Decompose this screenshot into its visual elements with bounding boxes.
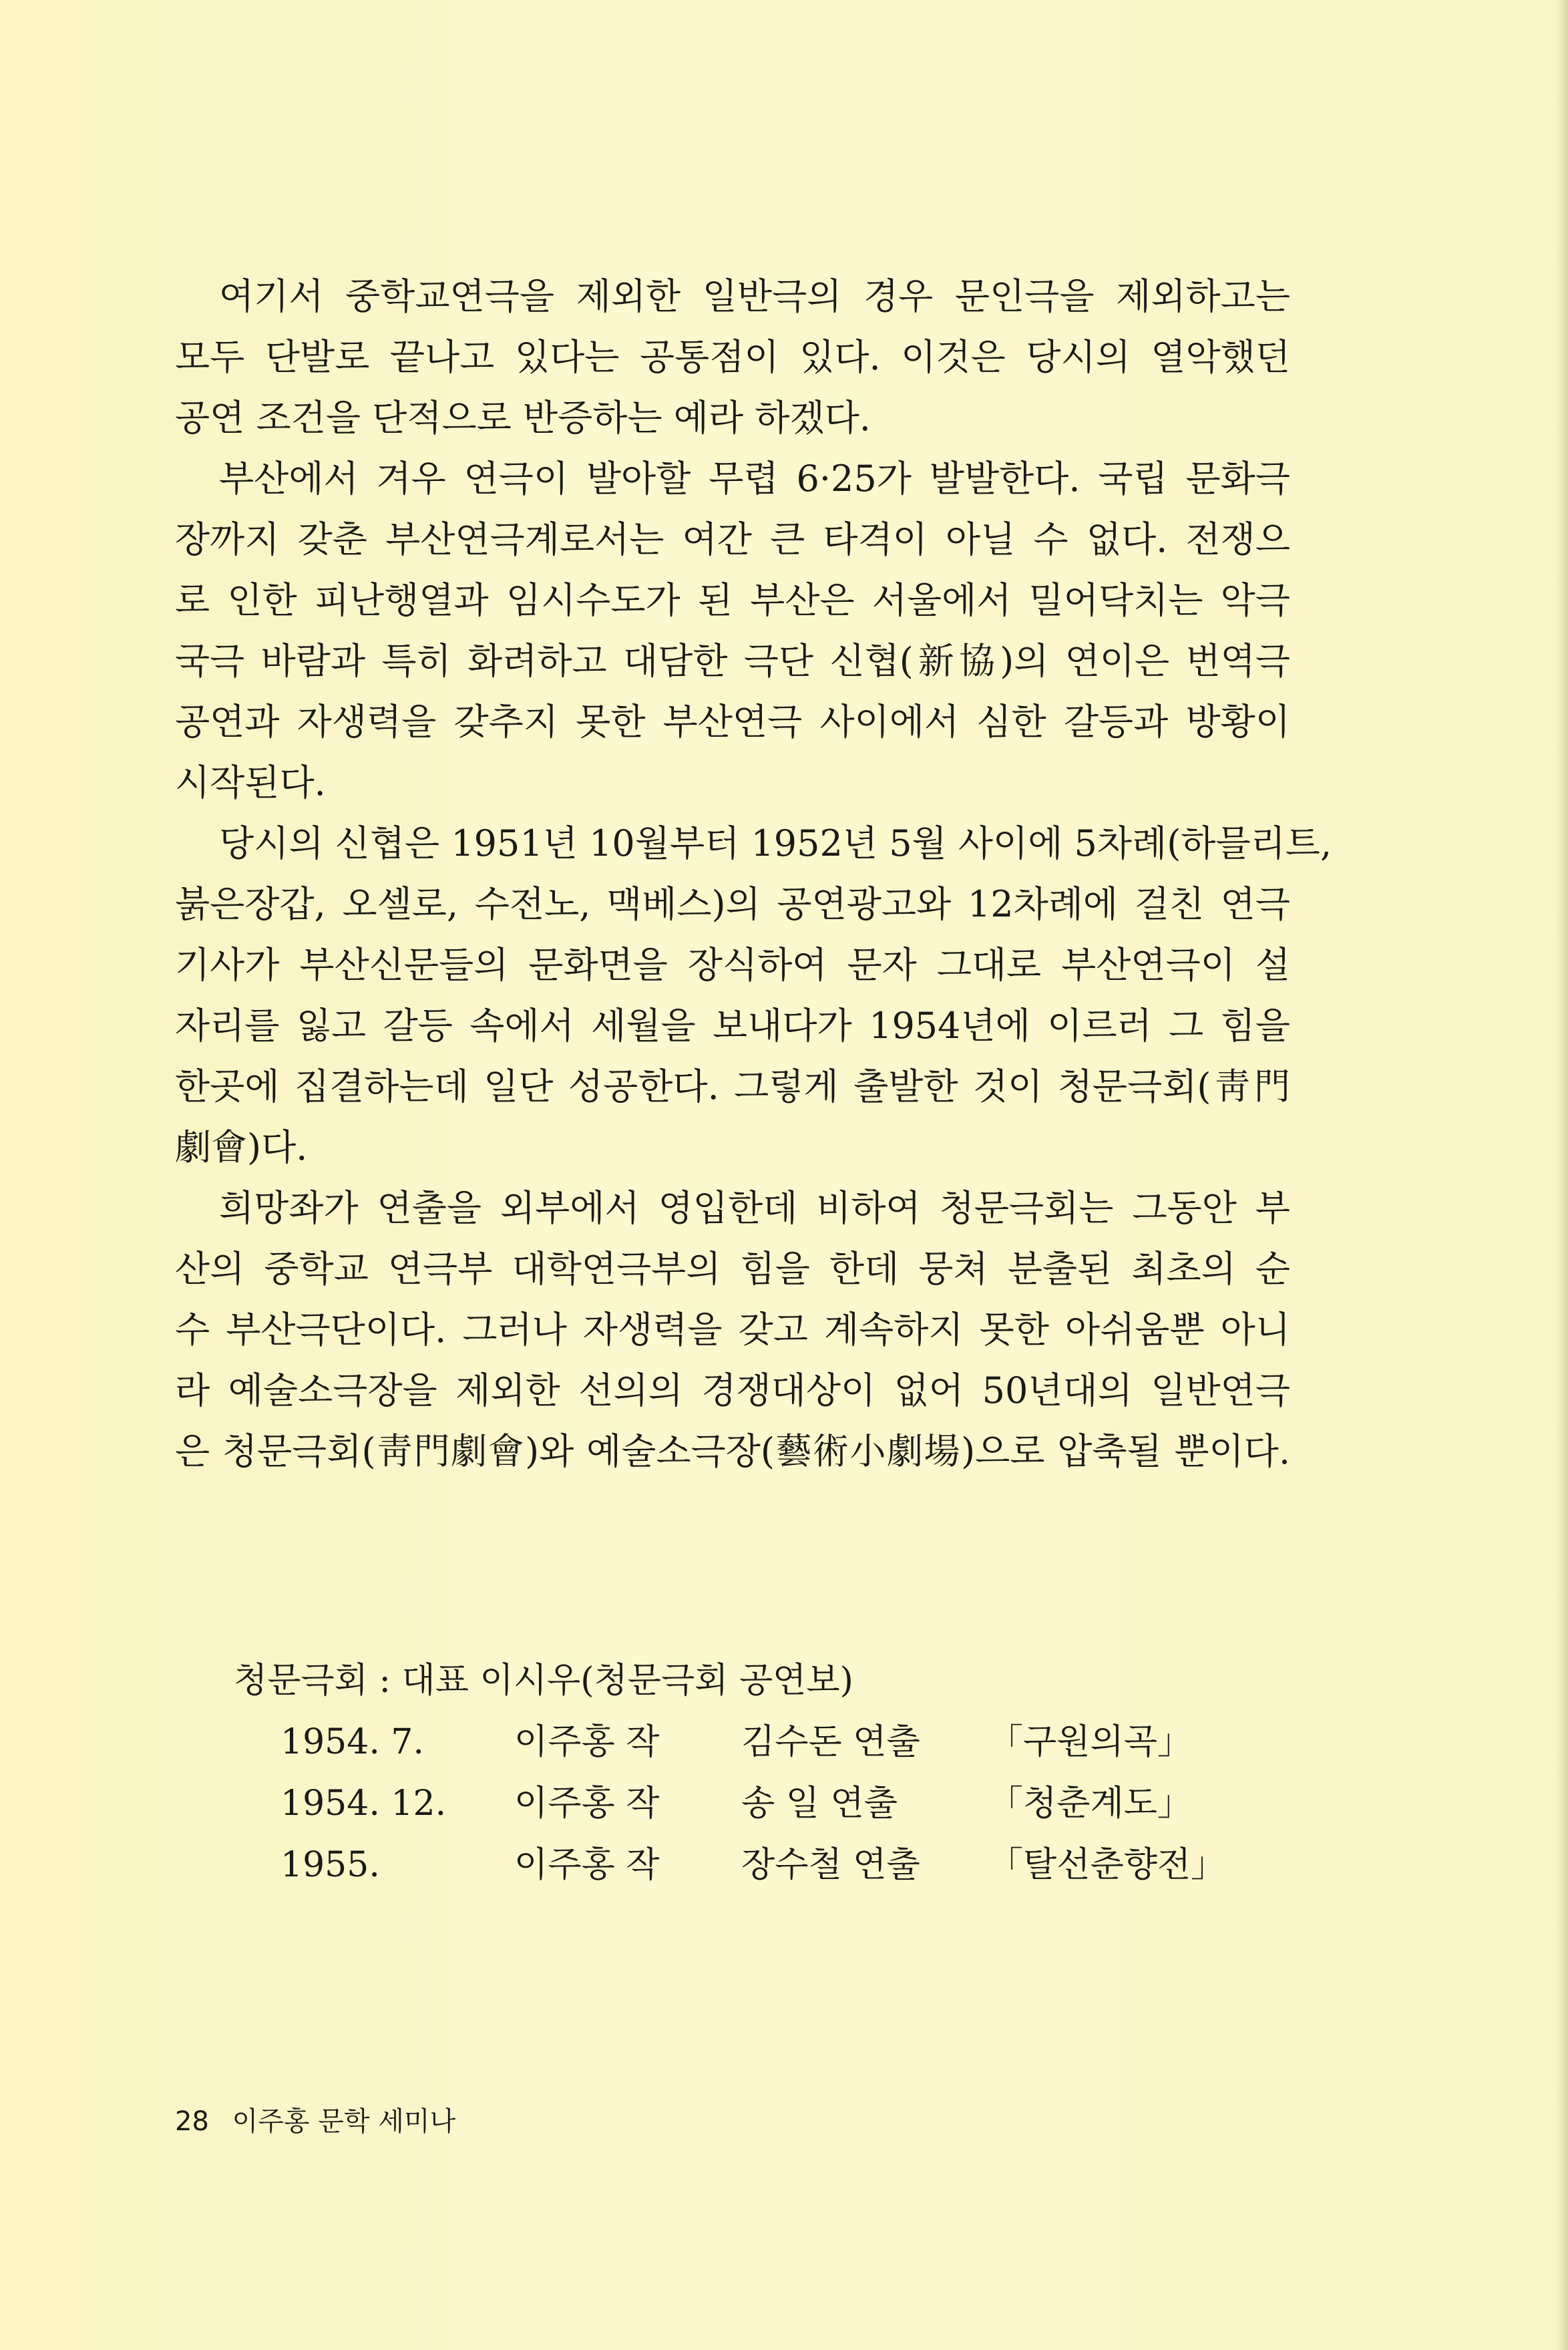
text-line: 수 부산극단이다. 그러나 자생력을 갖고 계속하지 못한 아쉬움뿐 아니 [175, 1309, 1290, 1351]
text-line: 부산에서 겨우 연극이 발아할 무렵 6·25가 발발한다. 국립 문화극 [219, 458, 1290, 500]
text-line: 한곳에 집결하는데 일단 성공한다. 그렇게 출발한 것이 청문극회(靑門 [175, 1065, 1290, 1108]
text-line: 자리를 잃고 갈등 속에서 세월을 보내다가 1954년에 이르러 그 힘을 [175, 1005, 1290, 1047]
production-director: 김수돈 연출 [741, 1722, 920, 1762]
production-author: 이주홍 작 [514, 1722, 660, 1762]
text-line: 劇會)다. [175, 1126, 308, 1168]
production-date: 1955. [280, 1845, 380, 1885]
text-line: 은 청문극회(靑門劇會)와 예술소극장(藝術小劇場)으로 압축될 뿐이다. [175, 1430, 1290, 1472]
text-line: 라 예술소극장을 제외한 선의의 경쟁대상이 없어 50년대의 일반연극 [175, 1369, 1290, 1411]
production-title: 「구원의곡」 [988, 1722, 1192, 1762]
production-date: 1954. 12. [280, 1784, 447, 1824]
text-line: 국극 바람과 특히 화려하고 대담한 극단 신협(新協)의 연이은 번역극 [175, 640, 1290, 682]
text-line: 로 인한 피난행열과 임시수도가 된 부산은 서울에서 밀어닥치는 악극 [175, 579, 1290, 621]
paragraph-4 [175, 1178, 1290, 1482]
text-line: 장까지 갖춘 부산연극계로서는 여간 큰 타격이 아닐 수 없다. 전쟁으 [175, 518, 1290, 560]
production-title: 「탈선춘향전」 [988, 1845, 1226, 1885]
text-line: 붉은장갑, 오셀로, 수전노, 맥베스)의 공연광고와 12차례에 걸친 연극 [175, 883, 1290, 925]
page-footer [175, 2102, 455, 2142]
body-text [175, 266, 1332, 1482]
text-line: 산의 중학교 연극부 대학연극부의 힘을 한데 뭉쳐 분출된 최초의 순 [175, 1248, 1290, 1290]
text-line: 기사가 부산신문들의 문화면을 장식하여 문자 그대로 부산연극이 설 [175, 944, 1290, 986]
text-line: 모두 단발로 끝나고 있다는 공통점이 있다. 이것은 당시의 열악했던 [175, 336, 1290, 378]
production-row [234, 1834, 1302, 1896]
production-director: 송 일 연출 [741, 1784, 898, 1824]
running-title: 이주홍 문학 세미나 [232, 2106, 456, 2137]
text-line: 공연과 자생력을 갖추지 못한 부산연극 사이에서 심한 갈등과 방황이 [175, 701, 1290, 743]
production-row [234, 1711, 1302, 1773]
text-line: 여기서 중학교연극을 제외한 일반극의 경우 문인극을 제외하고는 [219, 275, 1290, 317]
production-title: 「청춘계도」 [988, 1784, 1192, 1824]
paragraph-1 [175, 266, 1290, 448]
production-author: 이주홍 작 [514, 1845, 660, 1885]
page-edge-shadow [1556, 0, 1568, 2350]
production-list [234, 1650, 1302, 1896]
production-list-header: 청문극회 : 대표 이시우(청문극회 공연보) [234, 1661, 853, 1701]
text-line: 희망좌가 연출을 외부에서 영입한데 비하여 청문극회는 그동안 부 [219, 1187, 1290, 1229]
production-date: 1954. 7. [280, 1722, 425, 1762]
production-author: 이주홍 작 [514, 1784, 660, 1824]
page-number: 28 [175, 2106, 209, 2137]
production-row [234, 1773, 1302, 1834]
text-line: 당시의 신협은 1951년 10월부터 1952년 5월 사이에 5차례(하믈리트, [219, 822, 1332, 864]
production-director: 장수철 연출 [741, 1845, 920, 1885]
paragraph-2 [175, 448, 1290, 813]
text-line: 시작된다. [175, 762, 326, 804]
text-line: 공연 조건을 단적으로 반증하는 예라 하겠다. [175, 397, 871, 439]
paragraph-3 [175, 813, 1332, 1178]
